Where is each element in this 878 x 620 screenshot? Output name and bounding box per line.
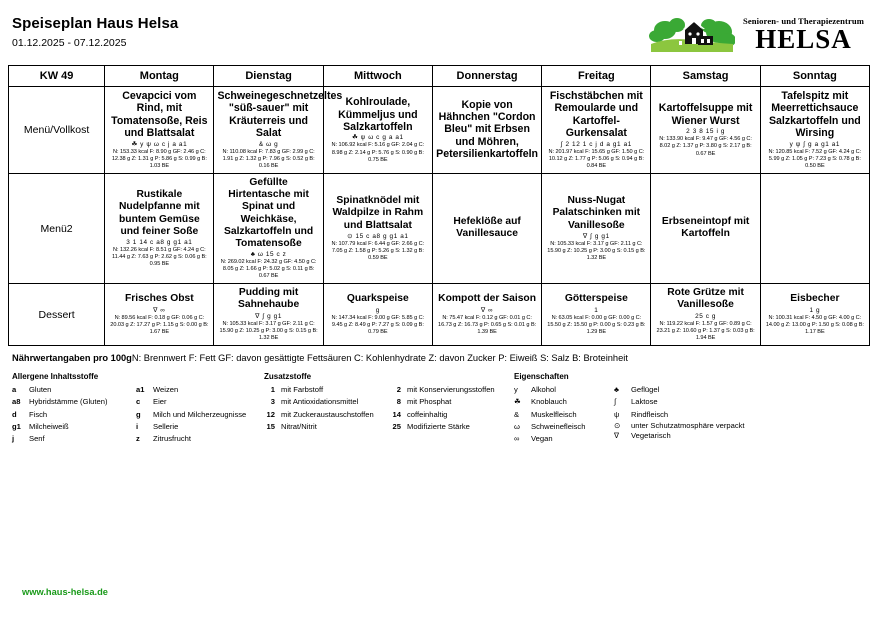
- legend-code: ♣: [614, 384, 619, 394]
- meal-name: Erbseneintopf mit Kartoffeln: [661, 216, 750, 240]
- legend-text: Zitrusfrucht: [153, 434, 191, 444]
- legend-text: mit Antioxidationsmittel: [281, 397, 359, 407]
- legend-text: Muskelfleisch: [531, 409, 577, 419]
- meal-symbols: ∇ ∞: [153, 306, 166, 314]
- legend-text: Rindfleisch: [631, 409, 669, 419]
- legend-allergens-col1: [12, 384, 136, 445]
- meal-name: Kompott der Saison: [438, 293, 536, 305]
- legend-text: coffeinhaltig: [407, 409, 448, 419]
- legend-code: j: [12, 434, 15, 444]
- meal-symbols: ☘ ψ ω c g a a1: [351, 134, 404, 142]
- legend-item: [614, 396, 774, 408]
- legend-item: [136, 433, 264, 445]
- legend-code: 3: [270, 397, 275, 407]
- meal-symbols: ♣ ω 15 c z: [250, 250, 287, 258]
- legend-allergens-title: Allergene Inhaltsstoffe: [12, 372, 99, 382]
- legend-item: [514, 384, 614, 396]
- table-row-menue-vollkost: [9, 87, 870, 174]
- meal-cell: [760, 87, 869, 174]
- legend-code: ∞: [514, 434, 520, 444]
- meal-name: Spinatknödel mit Waldpilze in Rahm und Blattsalat: [332, 195, 424, 231]
- legend-allergens-col2: [136, 384, 264, 445]
- legend-text: Vegetarisch: [631, 431, 671, 441]
- meal-nutrition: N: 110.08 kcal F: 7.83 g GF: 2.99 g C: 1.91 g Z: 1.32 g P: 7.96 g S: 0.52 g B: 0.16 BE: [222, 148, 315, 170]
- legend-code: 8: [396, 397, 401, 407]
- legend-properties: [514, 372, 814, 445]
- legend-code: d: [12, 409, 17, 419]
- legend-item: [514, 409, 614, 421]
- meal-nutrition: N: 75.47 kcal F: 0.12 g GF: 0.01 g C: 16.73 g Z: 16.73 g P: 0.65 g S: 0.01 g B: 1.39 BE: [438, 314, 537, 336]
- meal-cell: [105, 284, 214, 346]
- legend-code: ∫: [614, 397, 617, 407]
- legend-text: Sellerie: [153, 421, 179, 431]
- meal-nutrition: N: 105.33 kcal F: 3.17 g GF: 2.11 g C: 15.90 g Z: 10.25 g P: 3.00 g S: 0.15 g B: 1.32 BE: [547, 240, 646, 262]
- legend-code: ψ: [614, 409, 620, 419]
- legend-additives: [264, 372, 514, 445]
- header-left: [12, 14, 178, 49]
- meal-cell: [760, 284, 869, 346]
- row-label-dessert: Dessert: [9, 284, 105, 346]
- legend-item: [136, 384, 264, 396]
- legend-text: Nitrat/Nitrit: [281, 421, 317, 431]
- meal-cell: [432, 87, 541, 174]
- legend-text: Alkohol: [531, 384, 556, 394]
- table-row-menue2: [9, 174, 870, 284]
- legend-item: [390, 421, 514, 433]
- meal-name: Kopie von Hähnchen "Cordon Bleu" mit Erbsen und Möhren, Petersilienkartoffeln: [436, 98, 539, 161]
- legend-item: [514, 433, 614, 445]
- legend-text: mit Farbstoff: [281, 384, 324, 394]
- legend-additives-col2: [390, 384, 514, 433]
- legend-code: 12: [266, 409, 275, 419]
- meal-cell: [760, 174, 869, 284]
- legend-code: 15: [266, 421, 275, 431]
- table-row-dessert: [9, 284, 870, 346]
- meal-nutrition: N: 133.90 kcal F: 9.47 g GF: 4.56 g C: 8.02 g Z: 1.37 g P: 3.80 g S: 2.17 g B: 0.67 BE: [659, 136, 752, 157]
- legend-text: Weizen: [153, 384, 179, 394]
- header-day-mittwoch: Mittwoch: [323, 66, 432, 87]
- meal-name: Hefeklöße auf Vanillesauce: [453, 216, 521, 240]
- legend-additives-col1: [264, 384, 390, 433]
- meal-cell: [323, 284, 432, 346]
- meal-name: Rote Grütze mit Vanillesoße: [667, 287, 744, 311]
- legend-code: 25: [392, 421, 401, 431]
- legend-text: Laktose: [631, 397, 658, 407]
- meal-nutrition: N: 132.26 kcal F: 8.51 g GF: 4.24 g C: 11.44 g Z: 7.63 g P: 2.62 g S: 0.06 g B: 0.95 BE: [112, 246, 207, 268]
- legend-code: 2: [396, 384, 401, 394]
- legend-code: ∇: [614, 431, 620, 441]
- meal-symbols: ∇ ∫ g g1: [255, 312, 282, 320]
- legend-properties-title: Eigenschaften: [514, 372, 569, 382]
- meal-cell: [323, 174, 432, 284]
- page-title: Speiseplan Haus Helsa: [12, 15, 179, 32]
- header-day-dienstag: Dienstag: [214, 66, 323, 87]
- legend-code: i: [136, 421, 139, 431]
- legend-properties-col1: [514, 384, 614, 445]
- legend-item: [390, 396, 514, 408]
- legend-item: [264, 409, 390, 421]
- header-day-freitag: Freitag: [542, 66, 651, 87]
- legend-text: Eier: [153, 397, 167, 407]
- meal-symbols: & ω g: [258, 140, 279, 148]
- legend-text: Senf: [29, 434, 45, 444]
- meal-cell: [214, 87, 343, 174]
- legend-item: [136, 409, 264, 421]
- meal-cell: [542, 284, 651, 346]
- legend-item: [264, 384, 390, 396]
- legend-item: [12, 409, 136, 421]
- meal-name: Pudding mit Sahnehaube: [237, 287, 300, 311]
- header-day-donnerstag: Donnerstag: [432, 66, 541, 87]
- meal-nutrition: N: 107.79 kcal F: 6.44 g GF: 2.66 g C: 7.05 g Z: 1.58 g P: 5.26 g S: 1.32 g B: 0.59 BE: [331, 240, 425, 262]
- legend-item: [514, 396, 614, 408]
- legend-code: g: [136, 409, 141, 419]
- legend-text: Milch und Milcherzeugnisse: [153, 409, 247, 419]
- meal-nutrition: N: 153.33 kcal F: 8.90 g GF: 2.46 g C: 12.38 g Z: 1.31 g P: 5.86 g S: 0.99 g B: 1.03 BE: [111, 148, 207, 170]
- helsa-landscape-logo-icon: [649, 14, 735, 56]
- meal-name: Tafelspitz mit Meerrettichsauce Salzkartoffeln und Wirsing: [768, 90, 861, 140]
- legend-item: [390, 409, 514, 421]
- meal-cell: [651, 174, 760, 284]
- meal-name: Kartoffelsuppe mit Wiener Wurst: [658, 102, 753, 127]
- legend-text: Modifizierte Stärke: [407, 421, 470, 431]
- legend-item: [514, 421, 614, 433]
- meal-name: Kohlroulade, Kümmeljus und Salzkartoffeln: [338, 96, 418, 133]
- legend-item: [614, 384, 774, 396]
- legend-code: z: [136, 434, 140, 444]
- meal-cell: [105, 174, 214, 284]
- brand-logo: [649, 14, 870, 56]
- meal-nutrition: N: 120.85 kcal F: 7.52 g GF: 4.24 g C: 5.99 g Z: 1.05 g P: 7.23 g S: 0.78 g B: 0.50 BE: [768, 148, 862, 170]
- legend-item: [614, 430, 774, 442]
- meal-symbols: ∫ 2 12 1 c j d a g1 a1: [560, 140, 632, 148]
- meal-nutrition: N: 106.92 kcal F: 5.16 g GF: 2.04 g C: 8.98 g Z: 2.14 g P: 5.76 g S: 0.90 g B: 0.75 BE: [331, 142, 425, 163]
- nutrition-legend-prefix: Nährwertangaben pro 100g: [12, 353, 132, 364]
- legend-text: Schweinefleisch: [531, 421, 586, 431]
- legend-code: ⊙: [614, 420, 621, 430]
- meal-cell: [651, 284, 760, 346]
- legend-text: Vegan: [531, 434, 553, 444]
- legend-item: [12, 384, 136, 396]
- legend-code: ω: [514, 421, 520, 431]
- legend-item: [12, 396, 136, 408]
- meal-symbols: ∇ ∞: [480, 306, 494, 314]
- legend-code: 1: [270, 384, 275, 394]
- nutrition-legend-line: [8, 353, 870, 364]
- legend-item: [12, 433, 136, 445]
- meal-nutrition: N: 201.97 kcal F: 15.65 g GF: 1.50 g C: 10.12 g Z: 1.77 g P: 5.06 g S: 0.94 g B: 0.84 BE: [548, 148, 645, 170]
- meal-name: Frisches Obst: [125, 293, 194, 305]
- meal-name: Götterspeise: [564, 293, 628, 305]
- legend-text: unter Schutzatmosphäre verpackt: [631, 420, 745, 430]
- meal-name: Rustikale Nudelpfanne mit buntem Gemüse und feiner Soße: [119, 189, 200, 237]
- row-label-menue2: Menü2: [9, 174, 105, 284]
- legend-code: a8: [12, 397, 21, 407]
- meal-symbols: у ψ ∫ g a g1 a1: [789, 140, 841, 148]
- meal-name: Cevapcici vom Rind, mit Tomatensoße, Reis und Blattsalat: [111, 90, 208, 140]
- meal-cell: [542, 174, 651, 284]
- header-day-montag: Montag: [105, 66, 214, 87]
- date-range: 01.12.2025 - 07.12.2025: [12, 36, 127, 49]
- legend-code: g1: [12, 421, 21, 431]
- legend-item: [614, 421, 774, 430]
- legend-text: Geflügel: [631, 384, 660, 394]
- meal-cell: [542, 87, 651, 174]
- brand-text: [743, 17, 864, 52]
- legend-section: [8, 372, 870, 445]
- brand-subtitle: Senioren- und Therapiezentrum: [743, 16, 864, 27]
- meal-nutrition: N: 119.22 kcal F: 1.57 g GF: 0.89 g C: 23.21 g Z: 10.60 g P: 1.37 g S: 0.03 g B: 1.94 BE: [656, 320, 755, 342]
- meal-cell: [432, 174, 541, 284]
- footer-website-link[interactable]: www.haus-helsa.de: [22, 587, 108, 597]
- meal-symbols: 3 1 14 c a8 g g1 a1: [126, 238, 193, 246]
- legend-code: a1: [136, 384, 145, 394]
- legend-item: [136, 396, 264, 408]
- legend-code: ☘: [514, 397, 521, 407]
- legend-allergens: [12, 372, 264, 445]
- header-week: KW 49: [9, 66, 105, 87]
- meal-symbols: 2 3 8 15 i g: [686, 128, 725, 136]
- meal-cell: [105, 87, 214, 174]
- meal-symbols: 1: [594, 306, 599, 314]
- legend-item: [264, 421, 390, 433]
- legend-item: [264, 396, 390, 408]
- legend-code: a: [12, 384, 17, 394]
- nutrition-legend-text: N: Brennwert F: Fett GF: davon gesättigte Fettsäuren C: Kohlenhydrate Z: davon Zucker P: Eiweiß S: Salz B: Broteinheit: [131, 353, 628, 364]
- meal-nutrition: N: 105.33 kcal F: 3.17 g GF: 2.11 g C: 15.90 g Z: 10.25 g P: 3.00 g S: 0.15 g B: 1.32 BE: [219, 320, 318, 342]
- row-label-menue-vollkost: Menü/Vollkost: [9, 87, 105, 174]
- legend-code: 14: [392, 409, 401, 419]
- meal-name: Nuss-Nugat Palatschinken mit Vanillesoße: [552, 195, 641, 231]
- meal-nutrition: N: 89.56 kcal F: 0.18 g GF: 0.06 g C: 20.03 g Z: 17.27 g P: 1.15 g S: 0.00 g B: 1.67 BE: [110, 314, 209, 336]
- meal-cell: [432, 284, 541, 346]
- menu-plan-table: [8, 65, 870, 346]
- legend-text: mit Phosphat: [407, 397, 452, 407]
- meal-symbols: ⊙ 15 c a8 g g1 a1: [347, 232, 409, 240]
- meal-nutrition: N: 63.05 kcal F: 0.00 g GF: 0.00 g C: 15.50 g Z: 15.50 g P: 0.00 g S: 0.23 g B: 1.29 BE: [547, 314, 646, 336]
- brand-title: HELSA: [755, 23, 852, 54]
- meal-name: Gefüllte Hirtentasche mit Spinat und Weichkäse, Salzkartoffeln und Tomatensoße: [223, 177, 314, 249]
- header-day-samstag: Samstag: [651, 66, 760, 87]
- legend-properties-col2: [614, 384, 774, 445]
- legend-additives-title: Zusatzstoffe: [264, 372, 312, 382]
- meal-symbols: g: [375, 306, 380, 314]
- legend-item: [390, 384, 514, 396]
- legend-item: [136, 421, 264, 433]
- meal-symbols: 1 g: [809, 306, 821, 314]
- meal-cell: [214, 284, 323, 346]
- table-header-row: [9, 66, 870, 87]
- meal-name: Eisbecher: [790, 293, 840, 305]
- meal-symbols: 25 c g: [695, 312, 717, 320]
- meal-name: Quarkspeise: [346, 293, 409, 305]
- meal-symbols: ∇ ∫ g g1: [582, 232, 610, 240]
- page-header: [8, 14, 870, 60]
- legend-code: &: [514, 409, 520, 419]
- meal-cell: [651, 87, 760, 174]
- legend-text: Milcheiweiß: [29, 421, 69, 431]
- legend-text: Fisch: [29, 409, 48, 419]
- legend-text: mit Zuckeraustauschstoffen: [281, 409, 374, 419]
- meal-name: Schweinegeschnetzeltes "süß-sauer" mit Kräuterreis und Salat: [217, 90, 343, 140]
- meal-symbols: ☘ у ψ ω c j a a1: [131, 140, 188, 148]
- legend-item: [614, 409, 774, 421]
- meal-nutrition: N: 100.31 kcal F: 4.50 g GF: 4.00 g C: 14.00 g Z: 13.00 g P: 1.50 g S: 0.08 g B: 1.17 BE: [765, 314, 864, 336]
- legend-code: у: [514, 384, 518, 394]
- meal-cell: [214, 174, 323, 284]
- meal-nutrition: N: 269.02 kcal F: 24.32 g GF: 4.50 g C: 8.05 g Z: 1.66 g P: 5.02 g S: 0.11 g B: 0.67 BE: [220, 258, 317, 280]
- legend-text: mit Konservierungsstoffen: [407, 384, 495, 394]
- meal-name: Fischstäbchen mit Remoularde und Kartoffel-Gurkensalat: [549, 90, 643, 140]
- legend-item: [12, 421, 136, 433]
- meal-nutrition: N: 147.34 kcal F: 9.00 g GF: 5.85 g C: 9.45 g Z: 8.49 g P: 7.27 g S: 0.09 g B: 0.79 BE: [331, 314, 425, 336]
- legend-code: c: [136, 397, 141, 407]
- legend-text: Knoblauch: [531, 397, 567, 407]
- legend-text: Hybridstämme (Gluten): [29, 397, 108, 407]
- header-day-sonntag: Sonntag: [760, 66, 869, 87]
- legend-text: Gluten: [29, 384, 52, 394]
